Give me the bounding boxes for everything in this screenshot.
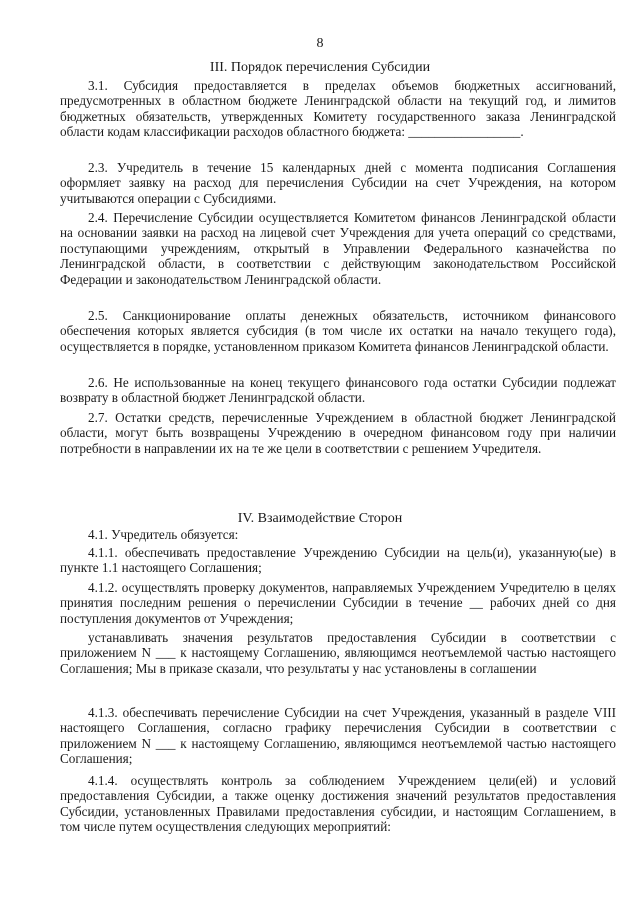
section-4-heading: IV. Взаимодействие Сторон	[237, 511, 403, 526]
section-3-heading: III. Порядок перечисления Субсидии	[209, 60, 431, 75]
paragraph-results: устанавливать значения результатов предоставления Субсидии в соответствии с приложением N ___ к настоящему Соглашению, являющимся неотъемлемой частью настоящего Соглашения; Мы в приказе сказали, что результаты у нас установлены в соглашении	[60, 630, 616, 676]
paragraph-2-3: 2.3. Учредитель в течение 15 календарных дней с момента подписания Соглашения оформляет заявку на расход для перечисления Субсидии на счет Учреждения, на котором учитываются операции с Субсидиями.	[60, 160, 616, 206]
paragraph-2-5: 2.5. Санкционирование оплаты денежных обязательств, источником финансового обеспечения которых является субсидия (в том числе их остатки на начало текущего года), осуществляется в порядке, установленном приказом Комитета финансов Ленинградской области.	[60, 308, 616, 354]
paragraph-4-1: 4.1. Учредитель обязуется:	[88, 527, 239, 542]
paragraph-2-6: 2.6. Не использованные на конец текущего финансового года остатки Субсидии подлежат возврату в областной бюджет Ленинградской области.	[60, 375, 616, 406]
paragraph-3-1: 3.1. Субсидия предоставляется в пределах объемов бюджетных ассигнований, предусмотренных в областном бюджете Ленинградской области на текущий год, и лимитов бюджетных обязательств, утвержденных Комитету государственного заказа Ленинградской области кодам классификации расходов областного бюджета: _________________.	[60, 78, 616, 140]
paragraph-2-4: 2.4. Перечисление Субсидии осуществляется Комитетом финансов Ленинградской области на основании заявки на расход на лицевой счет Учреждения для учета операций со средствами, поступающими учреждениям, открытый в Управлении Федерального казначейства по Ленинградской области, в соответствии с действующим законодательством Российской Федерации и законодательством Ленинградской области.	[60, 210, 616, 287]
page-number: 8	[316, 36, 324, 51]
paragraph-4-1-3: 4.1.3. обеспечивать перечисление Субсидии на счет Учреждения, указанный в разделе VIII настоящего Соглашения, согласно графику перечисления Субсидии в соответствии с приложением N ___ к настоящему Соглашению, являющимся неотъемлемой частью настоящего Соглашения;	[60, 705, 616, 767]
paragraph-4-1-1: 4.1.1. обеспечивать предоставление Учреждению Субсидии на цель(и), указанную(ые) в пункте 1.1 настоящего Соглашения;	[60, 545, 616, 576]
paragraph-4-1-2: 4.1.2. осуществлять проверку документов, направляемых Учреждением Учредителю в целях принятия последним решения о перечислении Субсидии в течение __ рабочих дней со дня поступления документов от Учреждения;	[60, 580, 616, 626]
paragraph-4-1-4: 4.1.4. осуществлять контроль за соблюдением Учреждением цели(ей) и условий предоставления Субсидии, а также оценку достижения значений результатов предоставления Субсидии, установленных Правилами предоставления субсидии, и настоящим Соглашением, в том числе путем осуществления следующих мероприятий:	[60, 773, 616, 835]
paragraph-2-7: 2.7. Остатки средств, перечисленные Учреждением в областной бюджет Ленинградской области, могут быть возвращены Учреждению в очередном финансовом году при наличии потребности в направлении их на те же цели в соответствии с решением Учредителя.	[60, 410, 616, 456]
